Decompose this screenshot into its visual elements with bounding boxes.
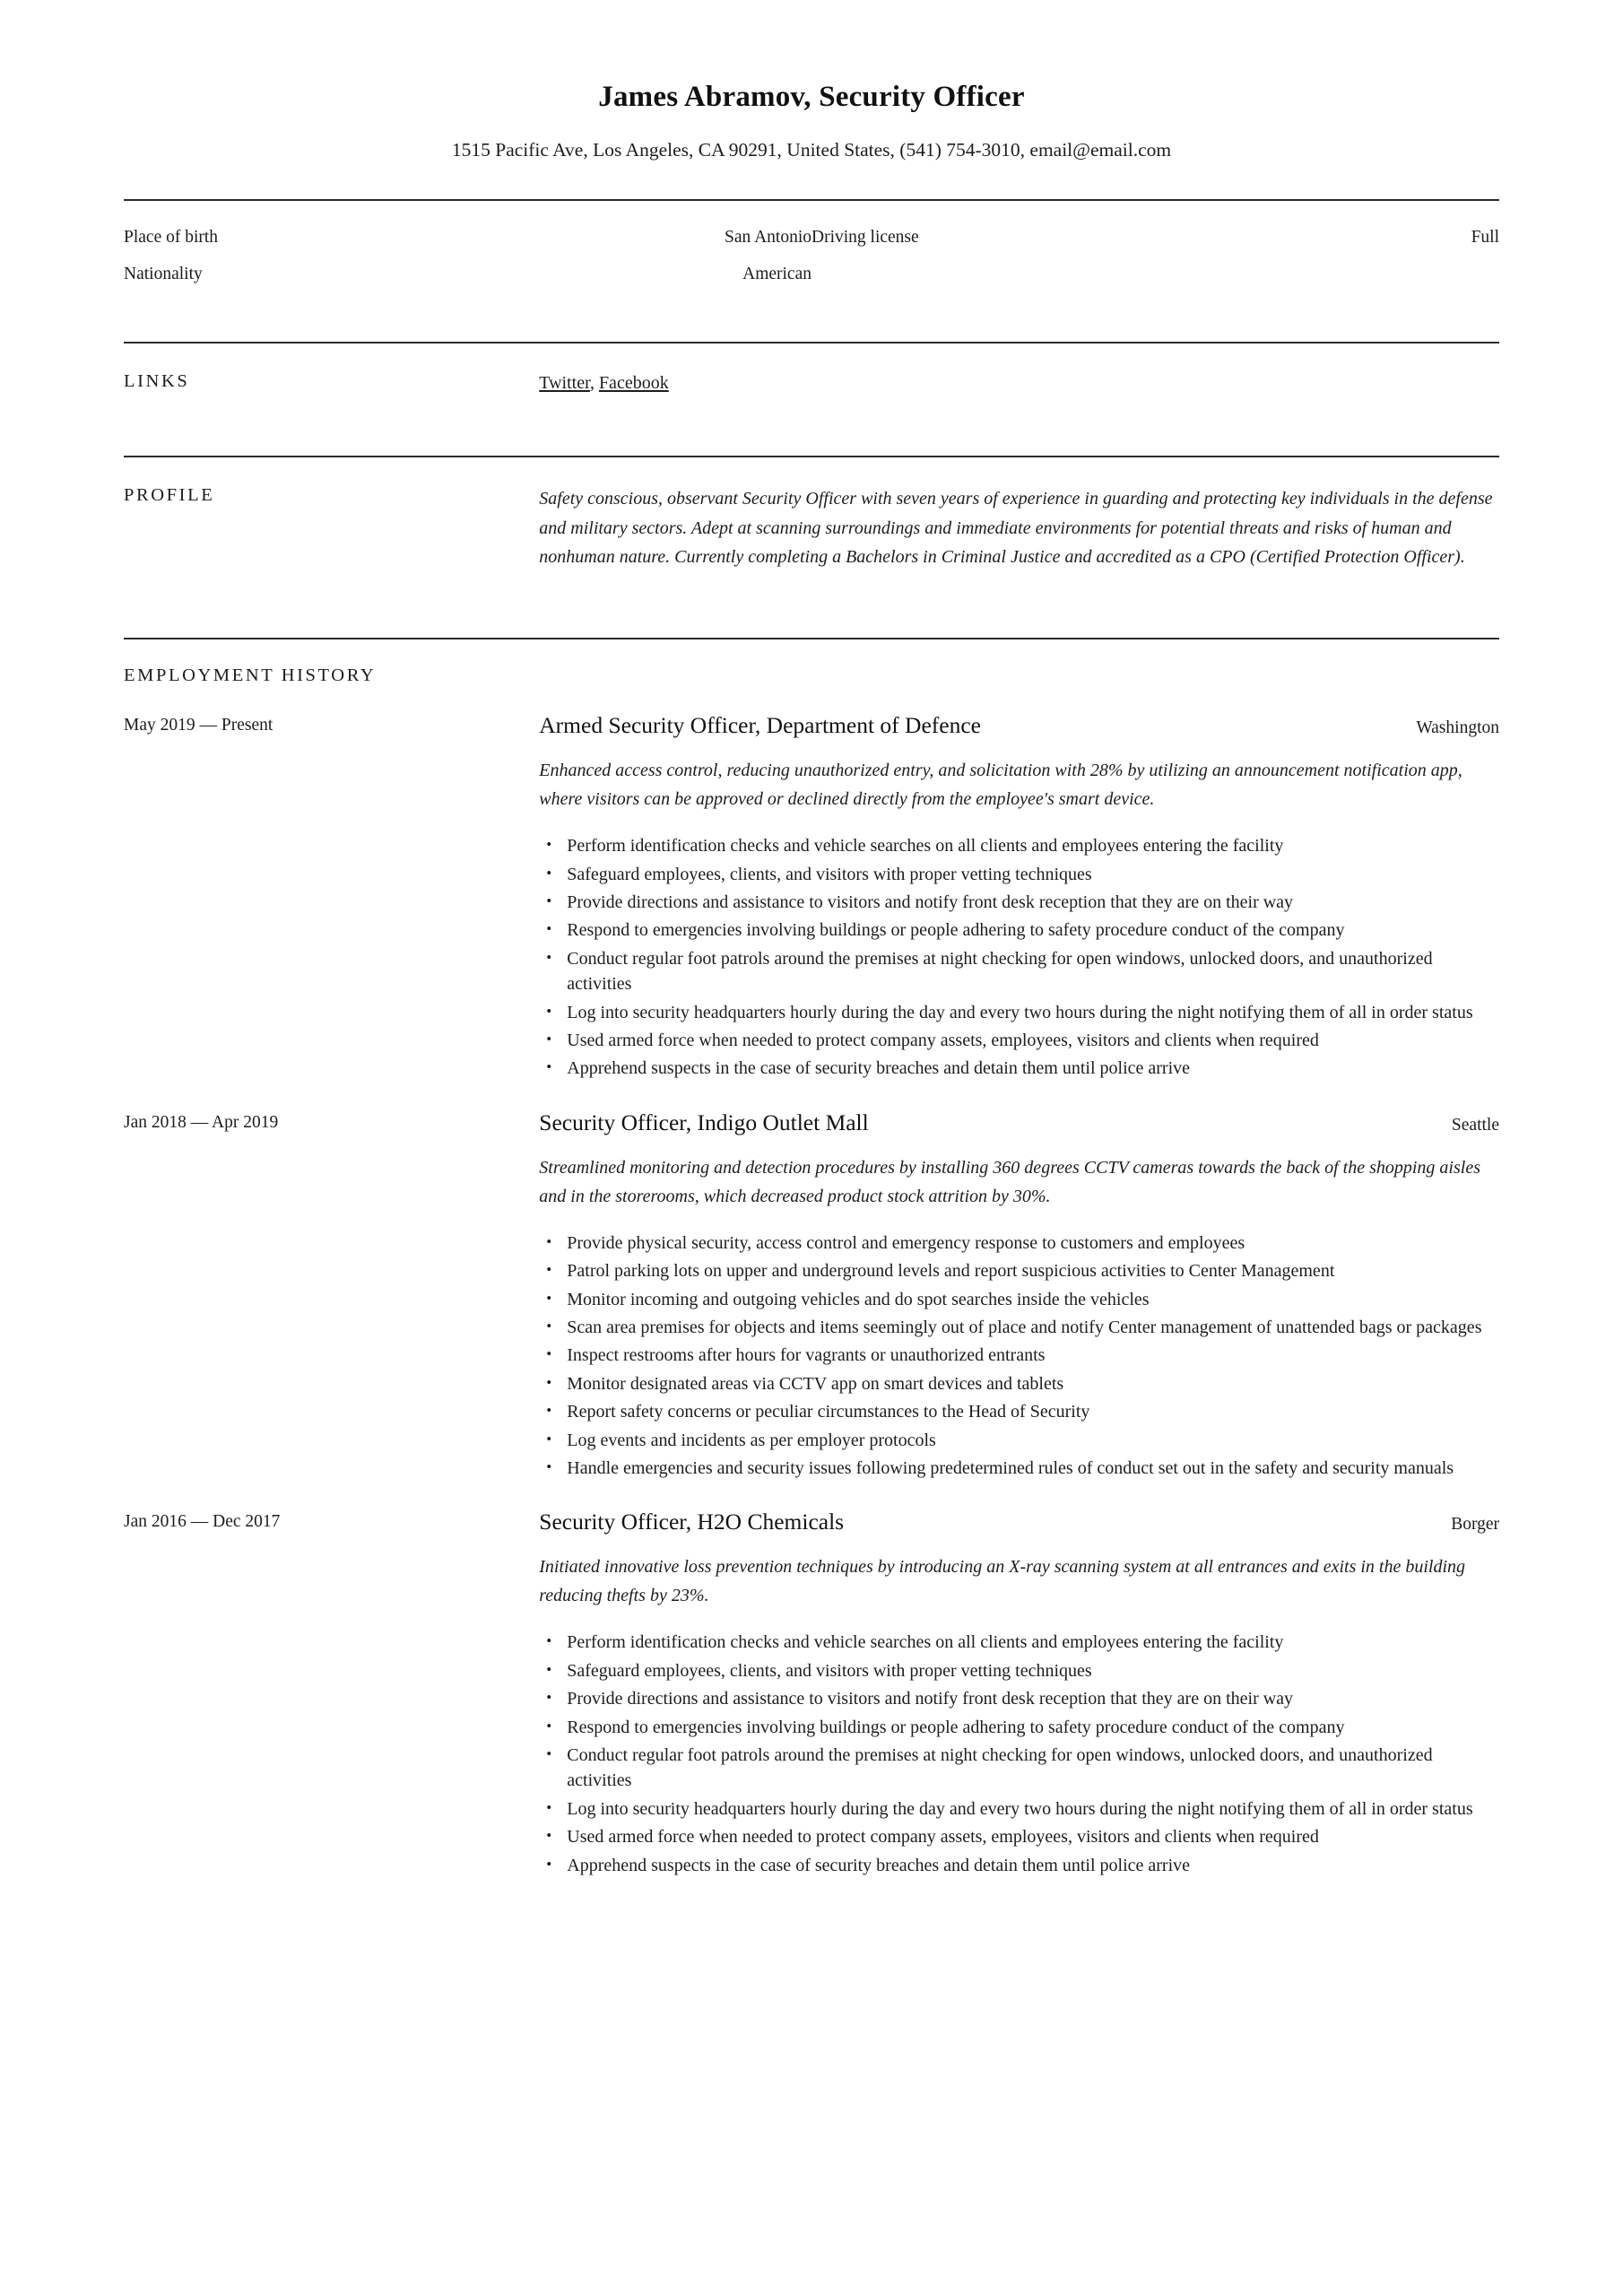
job-entry xyxy=(124,1108,1499,1484)
job-responsibility-item: • Perform identification checks and vehicle searches on all clients and employees entering the facility xyxy=(539,833,1499,858)
job-responsibility-item: • Scan area premises for objects and items seemingly out of place and notify Center management of unattended bags or packages xyxy=(539,1315,1499,1340)
job-responsibility-item: • Log events and incidents as per employer protocols xyxy=(539,1428,1499,1453)
job-responsibility-item: • Conduct regular foot patrols around the premises at night checking for open windows, unlocked doors, and unauthorized activities xyxy=(539,946,1499,997)
job-responsibility-item: • Conduct regular foot patrols around the premises at night checking for open windows, unlocked doors, and unauthorized activities xyxy=(539,1743,1499,1794)
job-titlebar xyxy=(539,1507,1499,1536)
job-location: Seattle xyxy=(1451,1115,1499,1135)
job-responsibility-item: • Patrol parking lots on upper and underground levels and report suspicious activities to Center Management xyxy=(539,1258,1499,1283)
resume-header xyxy=(124,0,1499,163)
job-responsibilities-list xyxy=(539,1231,1499,1482)
employment-heading-row xyxy=(124,665,1499,687)
candidate-name-title: James Abramov, Security Officer xyxy=(598,81,1025,113)
job-summary: Streamlined monitoring and detection procedures by installing 360 degrees CCTV cameras towards the back of the shopping aisles and in the storerooms, which decreased product stock attrition by 30%. xyxy=(539,1157,1480,1206)
detail-value: Full xyxy=(1471,228,1499,248)
job-responsibility-item: • Log into security headquarters hourly during the day and every two hours during the night notifying them of all in order status xyxy=(539,1000,1499,1025)
links-content-col xyxy=(539,370,1499,396)
contact-line: 1515 Pacific Ave, Los Angeles, CA 90291, United States, (541) 754-3010, email@email.com xyxy=(451,139,1172,161)
job-responsibility-item: • Inspect restrooms after hours for vagrants or unauthorized entrants xyxy=(539,1343,1499,1368)
job-responsibility-item: • Used armed force when needed to protect company assets, employees, visitors and clients when required xyxy=(539,1028,1499,1053)
detail-value: American xyxy=(742,265,812,284)
job-dates: Jan 2016 — Dec 2017 xyxy=(124,1512,281,1532)
job-location: Washington xyxy=(1416,718,1499,738)
job-titlebar xyxy=(539,710,1499,740)
job-title: Security Officer, H2O Chemicals xyxy=(539,1509,845,1535)
job-responsibilities-list xyxy=(539,1630,1499,1878)
job-summary: Initiated innovative loss prevention techniques by introducing an X-ray scanning system at all entrances and exits in the building reducing thefts by 23%. xyxy=(539,1557,1466,1606)
job-responsibility-item: • Handle emergencies and security issues following predetermined rules of conduct set out in the safety and security manuals xyxy=(539,1456,1499,1481)
detail-label: Place of birth xyxy=(124,228,219,248)
detail-label: Driving license xyxy=(812,228,919,248)
job-responsibility-item: • Log into security headquarters hourly during the day and every two hours during the night notifying them of all in order status xyxy=(539,1796,1499,1822)
job-responsibility-item: • Monitor designated areas via CCTV app on smart devices and tablets xyxy=(539,1371,1499,1396)
details-row xyxy=(124,265,1499,284)
profile-section xyxy=(124,457,1499,598)
job-responsibility-item: • Safeguard employees, clients, and visitors with proper vetting techniques xyxy=(539,862,1499,887)
job-responsibility-item: • Report safety concerns or peculiar circumstances to the Head of Security xyxy=(539,1399,1499,1424)
job-responsibility-item: • Provide directions and assistance to visitors and notify front desk reception that they are on their way xyxy=(539,1686,1499,1711)
detail-driving-license xyxy=(812,228,1499,248)
job-entry xyxy=(124,1507,1499,1881)
job-titlebar xyxy=(539,1108,1499,1137)
links-separator: , xyxy=(589,373,599,394)
job-body xyxy=(539,1507,1499,1881)
job-responsibility-item: • Apprehend suspects in the case of security breaches and detain them until police arrive xyxy=(539,1853,1499,1878)
links-section xyxy=(124,344,1499,424)
job-responsibilities-list xyxy=(539,833,1499,1082)
job-summary: Enhanced access control, reducing unauthorized entry, and solicitation with 28% by utilizing an announcement notification app, where visitors can be approved or declined directly from the employee's smart device. xyxy=(539,761,1462,810)
detail-place-of-birth xyxy=(124,228,812,248)
job-entry xyxy=(124,710,1499,1084)
job-body xyxy=(539,1108,1499,1484)
job-responsibility-item: • Respond to emergencies involving buildings or people adhering to safety procedure conduct of the company xyxy=(539,1715,1499,1740)
profile-text: Safety conscious, observant Security Officer with seven years of experience in guarding and protecting key individuals in the defense and military sectors. Adept at scanning surroundings and immediate environments for potential threats and risks of human and nonhuman nature. Currently completing a Bachelors in Criminal Justice and accredited as a CPO (Certified Protection Officer). xyxy=(539,489,1493,568)
job-responsibility-item: • Safeguard employees, clients, and visitors with proper vetting techniques xyxy=(539,1658,1499,1683)
job-responsibility-item: • Perform identification checks and vehicle searches on all clients and employees entering the facility xyxy=(539,1630,1499,1655)
links-heading-col xyxy=(124,370,539,393)
job-responsibility-item: • Used armed force when needed to protect company assets, employees, visitors and clients when required xyxy=(539,1824,1499,1849)
detail-label: Nationality xyxy=(124,265,203,284)
profile-heading: PROFILE xyxy=(124,485,215,506)
job-responsibility-item: • Provide physical security, access control and emergency response to customers and employees xyxy=(539,1231,1499,1256)
detail-nationality xyxy=(124,265,812,284)
job-responsibility-item: • Apprehend suspects in the case of security breaches and detain them until police arrive xyxy=(539,1056,1499,1081)
detail-value: San Antonio xyxy=(725,228,812,248)
link-twitter[interactable]: Twitter xyxy=(539,373,590,394)
links-list xyxy=(539,370,1499,396)
employment-history-section xyxy=(124,639,1499,1881)
profile-content-col xyxy=(539,484,1499,571)
job-title: Security Officer, Indigo Outlet Mall xyxy=(539,1109,869,1135)
profile-heading-col xyxy=(124,484,539,507)
job-dates: Jan 2018 — Apr 2019 xyxy=(124,1112,279,1132)
job-body xyxy=(539,710,1499,1084)
job-responsibility-item: • Monitor incoming and outgoing vehicles and do spot searches inside the vehicles xyxy=(539,1287,1499,1312)
links-heading: LINKS xyxy=(124,371,190,392)
job-title: Armed Security Officer, Department of Defence xyxy=(539,712,981,739)
job-location: Borger xyxy=(1451,1515,1499,1535)
employment-jobs-list xyxy=(124,710,1499,1881)
personal-details-section xyxy=(124,201,1499,310)
link-facebook[interactable]: Facebook xyxy=(598,373,669,394)
job-dates: May 2019 — Present xyxy=(124,716,273,735)
job-responsibility-item: • Respond to emergencies involving buildings or people adhering to safety procedure conduct of the company xyxy=(539,918,1499,943)
job-responsibility-item: • Provide directions and assistance to visitors and notify front desk reception that they are on their way xyxy=(539,890,1499,915)
employment-heading: EMPLOYMENT HISTORY xyxy=(124,665,377,686)
details-row xyxy=(124,228,1499,248)
